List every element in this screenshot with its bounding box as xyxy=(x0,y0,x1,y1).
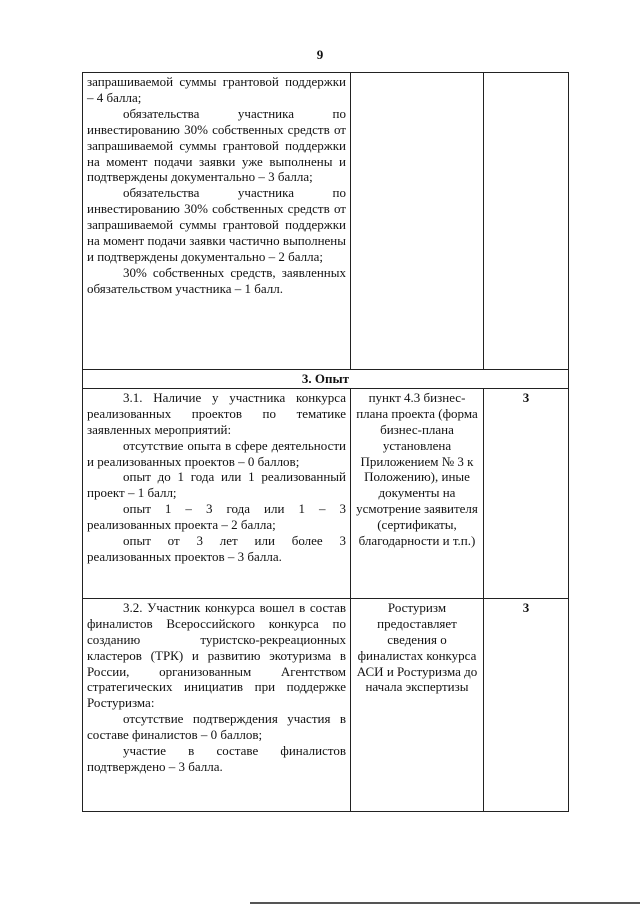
score-cell xyxy=(484,73,569,370)
criteria-paragraph: опыт до 1 года или 1 реализованный проект – 1 балл; xyxy=(87,469,346,501)
criteria-paragraph: 3.1. Наличие у участника конкурса реализованных проектов по тематике заявленных мероприятий: xyxy=(87,389,346,437)
criteria-paragraph: 30% собственных средств, заявленных обязательством участника – 1 балл. xyxy=(87,264,346,296)
criteria-paragraph: участие в составе финалистов подтверждено – 3 балла. xyxy=(87,743,346,774)
criteria-paragraph: опыт от 3 лет или более 3 реализованных проектов – 3 балла. xyxy=(87,533,346,564)
page-number: 9 xyxy=(316,47,324,62)
criteria-table xyxy=(82,72,569,812)
criteria-paragraph: обязательства участника по инвестированию 30% собственных средств от запрашиваемой суммы грантовой поддержки на момент подачи заявки частично выполнены и подтверждены документально – 2 балла; xyxy=(87,185,346,264)
criteria-cell xyxy=(83,388,351,598)
criteria-paragraph: отсутствие подтверждения участия в составе финалистов – 0 баллов; xyxy=(87,711,346,743)
source-cell xyxy=(351,73,484,370)
score-cell: 3 xyxy=(484,598,569,811)
criteria-cell xyxy=(83,73,351,370)
criteria-paragraph: отсутствие опыта в сфере деятельности и реализованных проектов – 0 баллов; xyxy=(87,437,346,469)
section-title: 3. Опыт xyxy=(83,370,569,389)
table-row xyxy=(83,73,569,370)
score-cell: 3 xyxy=(484,388,569,598)
bottom-divider xyxy=(250,902,640,904)
criteria-paragraph: опыт 1 – 3 года или 1 – 3 реализованных проекта – 2 балла; xyxy=(87,501,346,533)
source-cell: Ростуризм предоставляет сведения о финалистах конкурса АСИ и Ростуризма до начала экспертизы xyxy=(351,598,484,811)
criteria-cell xyxy=(83,598,351,811)
table-row xyxy=(83,598,569,811)
criteria-paragraph: обязательства участника по инвестированию 30% собственных средств от запрашиваемой суммы грантовой поддержки на момент подачи заявки уже выполнены и подтверждены документально – 3 балла; xyxy=(87,105,346,185)
table-row xyxy=(83,388,569,598)
section-row xyxy=(83,370,569,389)
source-cell: пункт 4.3 бизнес-плана проекта (форма бизнес-плана установлена Приложением № 3 к Положению), иные документы на усмотрение заявителя (сертификаты, благодарности и т.п.) xyxy=(351,388,484,598)
criteria-paragraph: запрашиваемой суммы грантовой поддержки – 4 балла; xyxy=(87,74,346,105)
criteria-paragraph: 3.2. Участник конкурса вошел в состав финалистов Всероссийского конкурса по созданию туристско-рекреационных кластеров (ТРК) и развитию экотуризма в России, организованным Агентством стратегических инициатив при поддержке Ростуризма: xyxy=(87,599,346,711)
